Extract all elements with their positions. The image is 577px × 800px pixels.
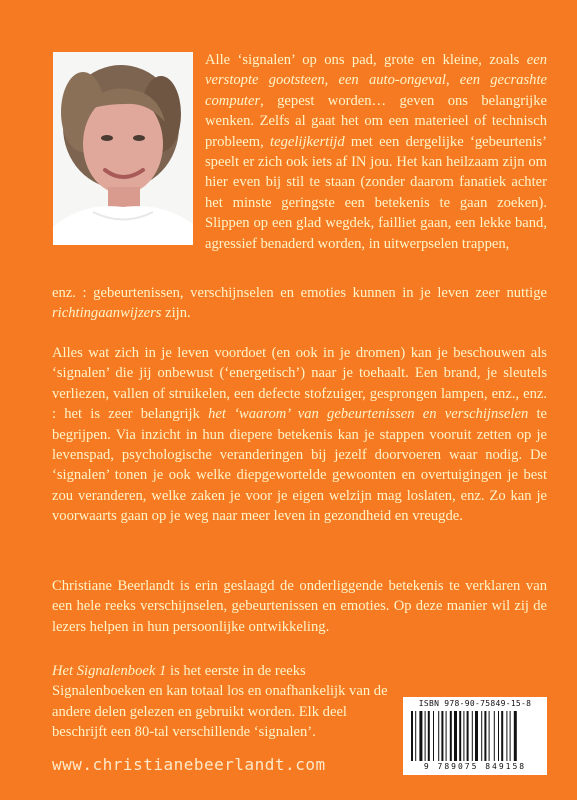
signals-text-1: Alles wat zich in je leven voordoet (en ook in je dromen) kan je beschouwen als ‘signalen’ die jij onbewust (‘energetisch’) naar je toehaalt. Een brand, je sleutels verliezen, vallen of struikelen, een defecte stofzuiger, gesprongen lampen, enz., enz. : het is zeer belangrijk: [52, 345, 547, 423]
isbn-barcode: [403, 697, 547, 775]
series-paragraph: [52, 661, 397, 743]
signals-text-2: te begrijpen. Via inzicht in hun diepere betekenis kan je stappen vooruit zetten op je levenspad, psychologische veranderingen bij jezelf doorvoeren waar nodig. De ‘signalen’ tonen je ook welke diepgewortelde gewoonten en overtuigingen je best zou veranderen, welke zaken je voor je eigen welzijn mag loslaten, enz. Zo kan je voorwaarts gaan op je weg naar meer leven in gezondheid en vreugde.: [52, 406, 547, 525]
barcode-icon: [411, 711, 539, 761]
author-paragraph: [52, 576, 547, 637]
book-title: Het Signalenboek 1: [52, 663, 167, 679]
intro-text-2: , gepest worden… geven ons belangrijke wenken. Zelfs al gaat het om een materieel of technisch probleem,: [205, 92, 547, 150]
author-text: Christiane Beerlandt is erin geslaagd de onderliggende betekenis te verklaren van een hele reeks verschijnselen, gebeurtenissen en emoties. Op deze manier wil zij de lezers helpen in hun persoonlijke ontwikkeling.: [52, 578, 547, 635]
intro-text-5: zijn.: [161, 305, 191, 322]
intro-emphasis-1: een verstopte gootsteen, een auto-ongeval, een gecrashte computer: [205, 52, 547, 109]
intro-text-4: enz. : gebeurtenissen, verschijnselen en emoties kunnen in je leven zeer nuttige: [52, 285, 547, 301]
portrait-icon: [53, 52, 193, 245]
isbn-number: ISBN 978-90-75849-15-8: [418, 699, 532, 708]
intro-emphasis-2: tegelijkertijd: [270, 133, 345, 150]
series-text: is het eerste in de reeks Signalenboeken en kan totaal los en onafhankelijk van de andere delen gelezen en gebruikt worden. Elk deel beschrijft een 80-tal verschillende ‘signalen’.: [52, 663, 388, 741]
website-url: www.christianebeerlandt.com: [52, 755, 326, 774]
author-photo: [53, 52, 193, 245]
intro-paragraph: [205, 50, 547, 254]
barcode-digits: 9 789075 849158: [423, 762, 527, 771]
intro-text-3: met een dergelijke ‘gebeurtenis’ speelt er zich ook iets af IN jou. Het kan heilzaam zijn om hier even bij stil te staan (zonder daarom fanatiek achter het minste geringste een betekenis te gaan zoeken). Slippen op een glad wegdek, failliet gaan, een lekke band, agressief benaderd worden, in uitwerpselen trappen,: [205, 133, 547, 252]
intro-emphasis-3: richtingaanwijzers: [52, 305, 162, 322]
intro-text-1: Alle ‘signalen’ op ons pad, grote en kleine, zoals: [205, 52, 527, 68]
signals-emphasis: het ‘waarom’ van gebeurtenissen en verschijnselen: [208, 406, 529, 423]
intro-paragraph-continued: [52, 283, 547, 324]
signals-paragraph: [52, 343, 547, 527]
